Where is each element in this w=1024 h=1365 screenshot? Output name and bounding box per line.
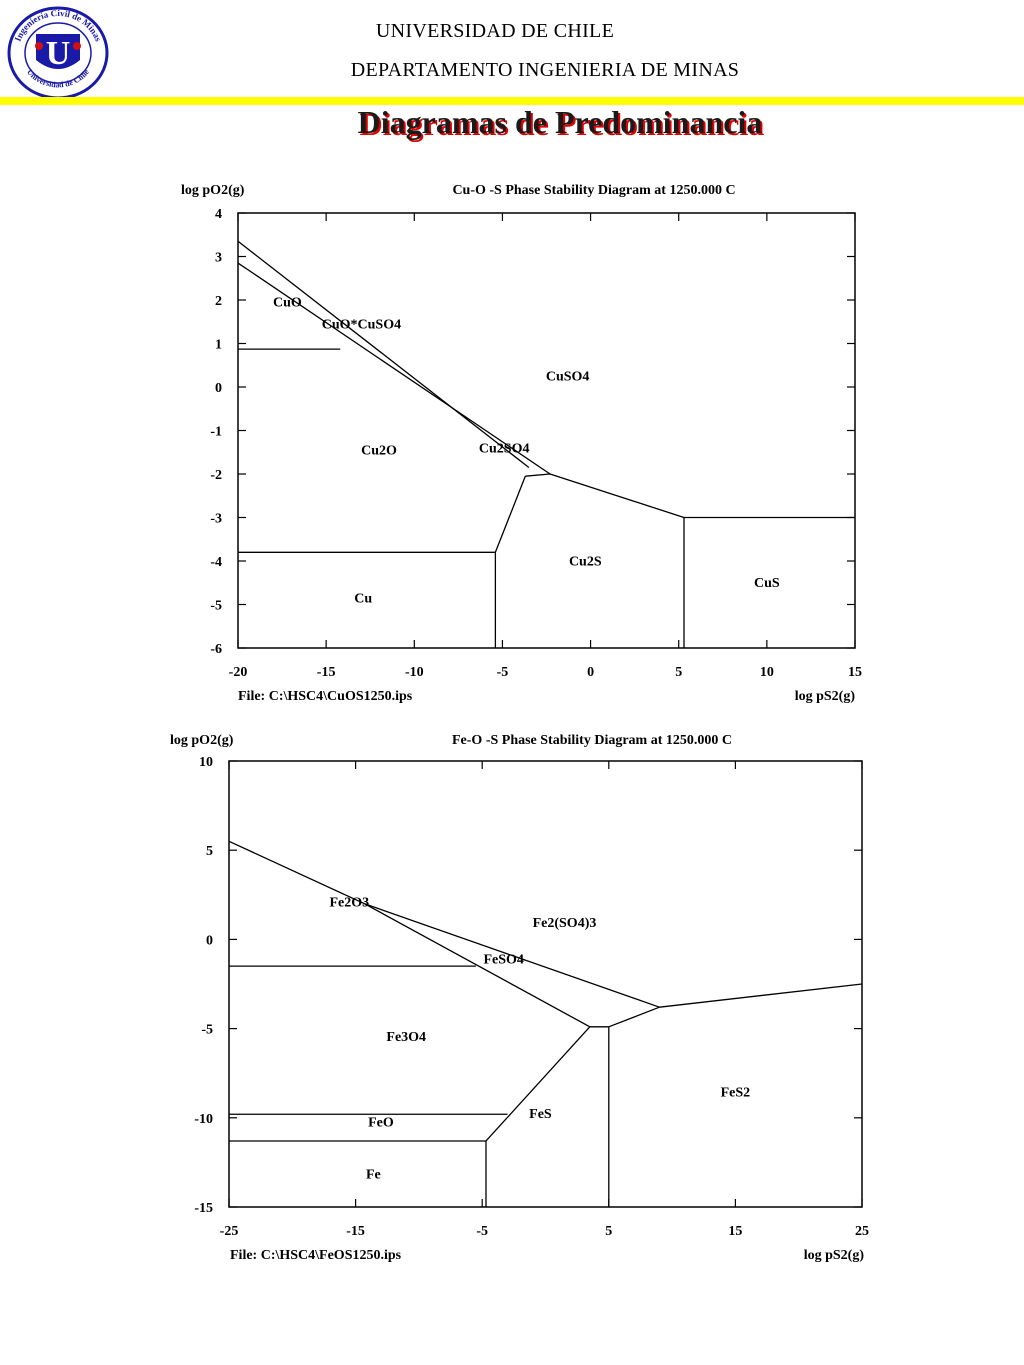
plot-frame <box>229 761 862 1207</box>
y-tick-label: 3 <box>215 250 222 266</box>
phase-boundary <box>229 841 364 903</box>
y-tick-label: -3 <box>210 511 222 527</box>
university-name: UNIVERSIDAD DE CHILE <box>375 20 615 42</box>
phase-region-label: FeS <box>529 1106 552 1122</box>
phase-boundary <box>238 241 529 467</box>
diagram-ylabel: log pO2(g) <box>181 183 245 198</box>
department-name: DEPARTAMENTO INGENIERIA DE MINAS <box>350 59 740 81</box>
y-tick-label: -2 <box>210 468 222 483</box>
phase-region-label: CuS <box>754 576 780 592</box>
diagram-ylabel: log pO2(g) <box>170 733 234 748</box>
phase-region-label: Fe <box>365 1167 381 1183</box>
x-tick-label: 10 <box>759 665 774 680</box>
cu-o-s-stability-diagram <box>0 170 1024 710</box>
phase-region-label: CuO <box>272 295 302 311</box>
y-tick-label: 0 <box>215 381 222 396</box>
y-tick-label: -5 <box>201 1022 213 1038</box>
y-tick-label: -6 <box>210 642 222 657</box>
x-tick-label: -10 <box>404 665 424 680</box>
x-tick-label: 15 <box>848 665 862 680</box>
phase-region-label: Cu <box>354 591 373 607</box>
diagram-file-label: File: C:\HSC4\CuOS1250.ips <box>238 689 413 704</box>
x-tick-label: -15 <box>316 665 336 680</box>
y-tick-label: 10 <box>199 755 213 770</box>
y-tick-label: -4 <box>210 555 222 570</box>
y-tick-label: -10 <box>194 1111 213 1127</box>
diagram-xlabel: log pS2(g) <box>794 689 855 704</box>
diagram-title: Fe-O -S Phase Stability Diagram at 1250.000 C <box>452 733 732 748</box>
y-tick-label: -5 <box>210 598 222 614</box>
university-logo <box>6 6 110 100</box>
fe-o-s-stability-diagram <box>0 720 1024 1265</box>
x-tick-label: -5 <box>496 665 509 680</box>
phase-boundary <box>525 474 550 476</box>
phase-region-label: Fe3O4 <box>386 1030 427 1046</box>
x-tick-label: 5 <box>675 665 683 680</box>
page-title: Diagramas de Predominancia <box>357 104 763 140</box>
phase-region-label: CuSO4 <box>545 369 590 385</box>
phase-region-label: Cu2SO4 <box>478 441 530 457</box>
y-tick-label: -15 <box>194 1201 213 1216</box>
phase-boundary <box>609 1007 660 1027</box>
y-tick-label: 2 <box>215 294 222 309</box>
x-tick-label: 15 <box>728 1224 743 1239</box>
logo-letter: U <box>45 35 71 72</box>
phase-region-label: Fe2(SO4)3 <box>532 915 597 931</box>
x-tick-label: -5 <box>476 1224 489 1239</box>
y-tick-label: 4 <box>215 207 222 222</box>
phase-region-label: Cu2S <box>568 554 602 570</box>
logo-ring-bottom: Universidad de Chile <box>25 67 91 90</box>
diagram-file-label: File: C:\HSC4\FeOS1250.ips <box>230 1248 402 1263</box>
x-tick-label: -25 <box>219 1224 239 1239</box>
phase-boundary <box>495 476 525 552</box>
phase-region-label: CuO*CuSO4 <box>321 317 402 333</box>
diagram-xlabel: log pS2(g) <box>803 1248 864 1263</box>
phase-boundary <box>659 984 862 1007</box>
phase-boundary <box>486 1027 590 1141</box>
phase-region-label: FeSO4 <box>483 952 524 968</box>
x-tick-label: -20 <box>228 665 248 680</box>
phase-boundary <box>550 474 684 518</box>
logo-ring-top: Ingeniería Civil de Minas <box>12 7 104 43</box>
y-tick-label: 0 <box>206 933 213 949</box>
y-tick-label: -1 <box>210 424 222 440</box>
phase-region-label: FeS2 <box>720 1085 751 1101</box>
x-tick-label: -15 <box>346 1224 365 1239</box>
diagram-title: Cu-O -S Phase Stability Diagram at 1250.000 C <box>452 183 736 198</box>
phase-region-label: Cu2O <box>361 443 397 459</box>
phase-region-label: FeO <box>368 1115 394 1131</box>
x-tick-label: 25 <box>855 1224 869 1239</box>
y-tick-label: 5 <box>206 844 213 860</box>
y-tick-label: 1 <box>215 337 222 353</box>
x-tick-label: 5 <box>605 1224 613 1239</box>
phase-region-label: Fe2O3 <box>329 895 370 911</box>
x-tick-label: 0 <box>587 665 595 680</box>
